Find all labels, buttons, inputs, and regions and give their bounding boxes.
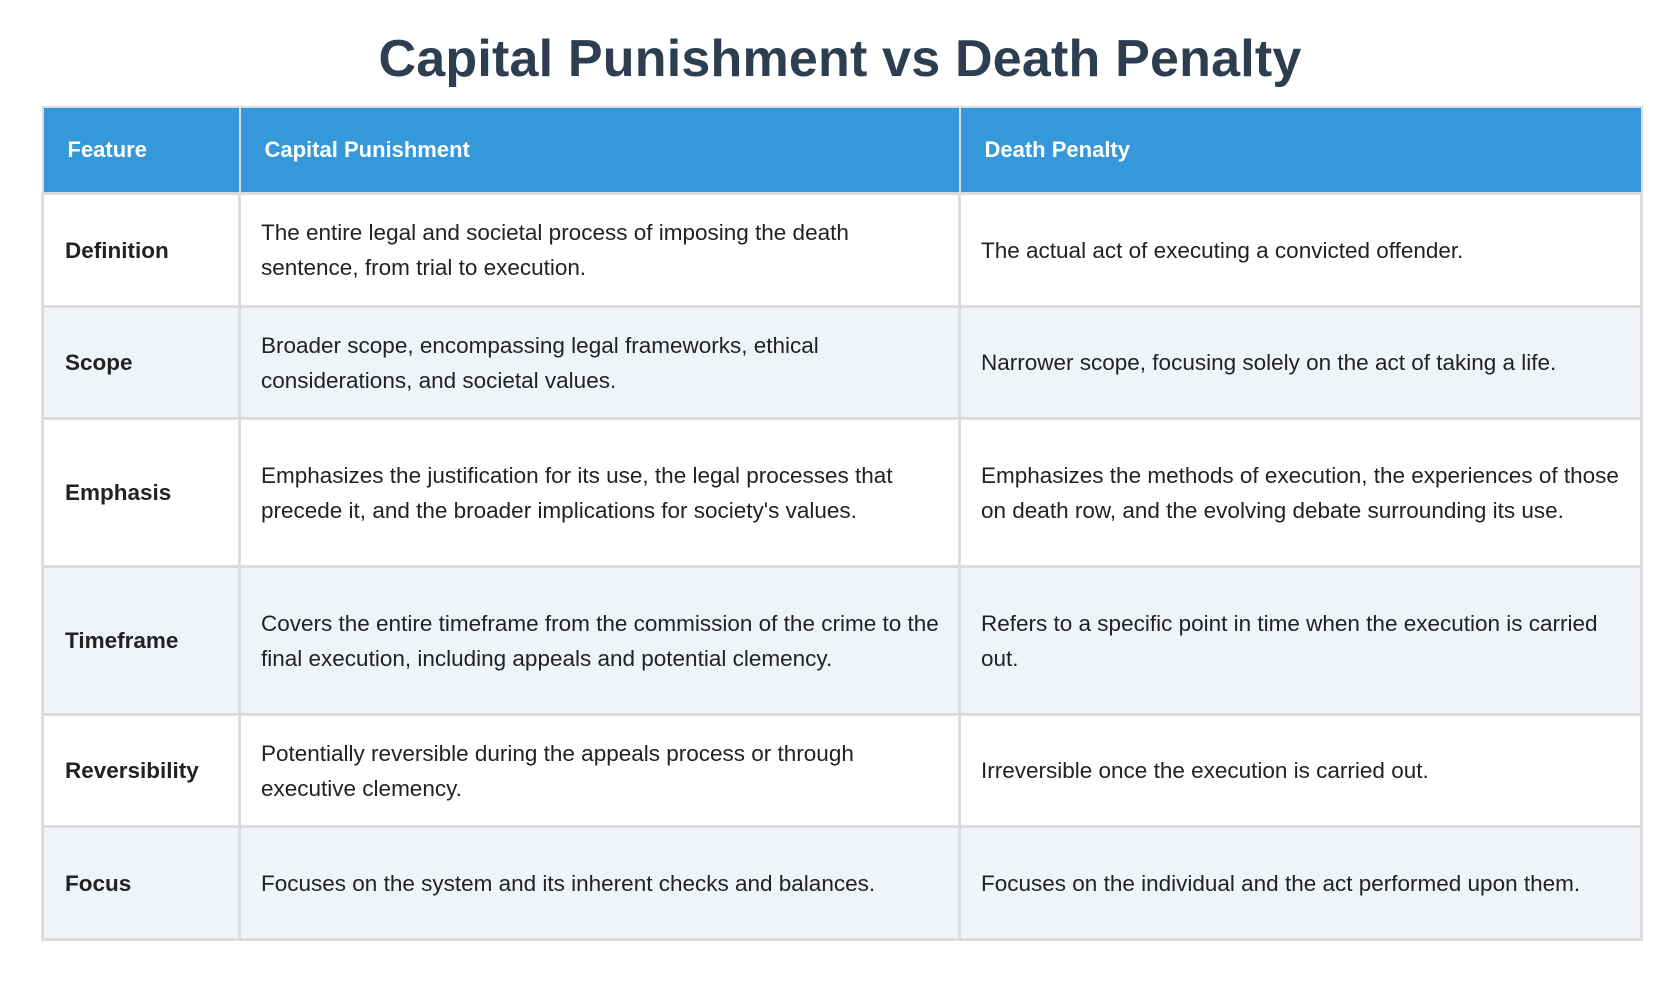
capital-punishment-cell: Emphasizes the justification for its use, the legal processes that precede it, and the broader implications for society's values. bbox=[240, 419, 960, 567]
death-penalty-cell: Focuses on the individual and the act performed upon them. bbox=[960, 827, 1642, 940]
feature-cell: Scope bbox=[43, 307, 240, 419]
table-row bbox=[43, 419, 1642, 567]
capital-punishment-cell: The entire legal and societal process of imposing the death sentence, from trial to execution. bbox=[240, 194, 960, 307]
capital-punishment-cell: Focuses on the system and its inherent checks and balances. bbox=[240, 827, 960, 940]
table-row bbox=[43, 827, 1642, 940]
death-penalty-cell: Emphasizes the methods of execution, the experiences of those on death row, and the evolving debate surrounding its use. bbox=[960, 419, 1642, 567]
comparison-table bbox=[41, 106, 1643, 941]
death-penalty-cell: The actual act of executing a convicted offender. bbox=[960, 194, 1642, 307]
feature-cell: Reversibility bbox=[43, 715, 240, 827]
death-penalty-cell: Irreversible once the execution is carried out. bbox=[960, 715, 1642, 827]
column-header-death-penalty: Death Penalty bbox=[960, 107, 1642, 194]
feature-cell: Emphasis bbox=[43, 419, 240, 567]
capital-punishment-cell: Broader scope, encompassing legal frameworks, ethical considerations, and societal values. bbox=[240, 307, 960, 419]
table-row bbox=[43, 715, 1642, 827]
death-penalty-cell: Refers to a specific point in time when the execution is carried out. bbox=[960, 567, 1642, 715]
column-header-capital-punishment: Capital Punishment bbox=[240, 107, 960, 194]
table-row bbox=[43, 567, 1642, 715]
header-row bbox=[43, 107, 1642, 194]
table-body bbox=[43, 194, 1642, 940]
page-title: Capital Punishment vs Death Penalty bbox=[378, 30, 1302, 88]
death-penalty-cell: Narrower scope, focusing solely on the act of taking a life. bbox=[960, 307, 1642, 419]
table-row bbox=[43, 307, 1642, 419]
capital-punishment-cell: Potentially reversible during the appeals process or through executive clemency. bbox=[240, 715, 960, 827]
feature-cell: Focus bbox=[43, 827, 240, 940]
column-header-feature: Feature bbox=[43, 107, 240, 194]
feature-cell: Timeframe bbox=[43, 567, 240, 715]
feature-cell: Definition bbox=[43, 194, 240, 307]
table-header bbox=[43, 107, 1642, 194]
table-row bbox=[43, 194, 1642, 307]
capital-punishment-cell: Covers the entire timeframe from the commission of the crime to the final execution, including appeals and potential clemency. bbox=[240, 567, 960, 715]
